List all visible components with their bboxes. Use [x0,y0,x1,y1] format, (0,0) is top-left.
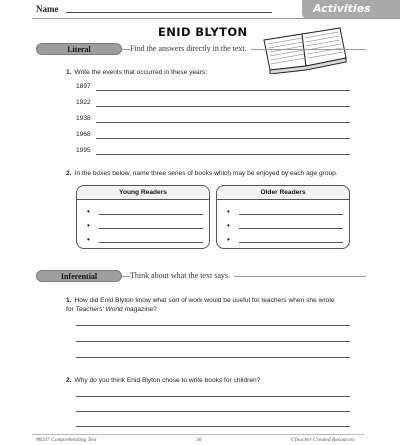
name-label: Name [36,4,59,14]
page-number: 36 [196,437,202,443]
answer-line[interactable] [76,341,350,342]
older-readers-answer-line[interactable] [239,242,343,243]
year-label: 1938 [76,115,91,122]
young-readers-answer-line[interactable] [99,214,203,215]
young-readers-header: Young Readers [77,186,209,200]
bullet: • [87,207,90,216]
bullet: • [227,207,230,216]
bullet: • [87,221,90,230]
literal-section-header [36,43,366,55]
bullet: • [87,235,90,244]
question-1 [66,68,366,77]
answer-line[interactable] [76,396,350,397]
year-label: 1968 [76,131,91,138]
question-2-text: In the boxes below, name three series of books which may be enjoyed by each age group. [74,170,338,177]
answer-line[interactable] [76,426,350,427]
year-answer-line[interactable] [96,106,350,107]
year-answer-line[interactable] [96,138,350,139]
literal-instruction: Find the answers directly in the text. [130,43,251,54]
activities-label: Activities [313,2,371,15]
inferential-question-2-text: Why do you think Enid Blyton chose to write books for children? [74,377,261,384]
older-readers-answer-line[interactable] [239,214,343,215]
year-label: 1922 [76,99,91,106]
header-divider [32,18,400,19]
inferential-instruction: Think about what the text says. [130,270,234,281]
year-answer-line[interactable] [96,122,350,123]
name-answer-line[interactable] [66,12,272,13]
question-2-number: 2. [66,170,72,177]
question-1-number: 1. [66,69,72,76]
literal-pill [36,43,122,55]
year-label: 1995 [76,147,91,154]
footer-product: #8247 Comprehending Text [36,437,97,443]
older-readers-answer-line[interactable] [239,228,343,229]
page-title: ENID BLYTON [158,25,248,39]
question-2 [66,169,366,178]
older-readers-box [216,185,350,249]
bullet: • [227,221,230,230]
literal-label: Literal [67,45,91,54]
inferential-question-1-line2-post: magazine? [122,306,157,313]
answer-line[interactable] [76,411,350,412]
older-readers-header: Older Readers [217,186,349,200]
inferential-section-header [36,270,366,282]
inferential-question-1 [66,296,366,314]
footer-publisher: ©Teacher Created Resources [290,437,355,443]
magazine-title: Teachers' World [75,306,123,313]
young-readers-box [76,185,210,249]
inferential-question-1-text: How did Enid Blyton know what sort of work would be useful for teachers when she wrote [74,297,335,304]
bullet: • [227,235,230,244]
question-1-text: Write the events that occurred in these years: [74,69,208,76]
year-label: 1897 [76,83,91,90]
inferential-label: Inferential [60,272,98,281]
answer-line[interactable] [76,325,350,326]
inferential-question-1-number: 1. [66,297,72,304]
year-answer-line[interactable] [96,90,350,91]
footer-divider [32,434,364,435]
inferential-pill [36,270,122,282]
inferential-question-2 [66,376,366,385]
young-readers-answer-line[interactable] [99,228,203,229]
young-readers-answer-line[interactable] [99,242,203,243]
inferential-question-2-number: 2. [66,377,72,384]
year-answer-line[interactable] [96,154,350,155]
inferential-question-1-line2-pre: for [66,306,76,313]
answer-line[interactable] [76,357,350,358]
